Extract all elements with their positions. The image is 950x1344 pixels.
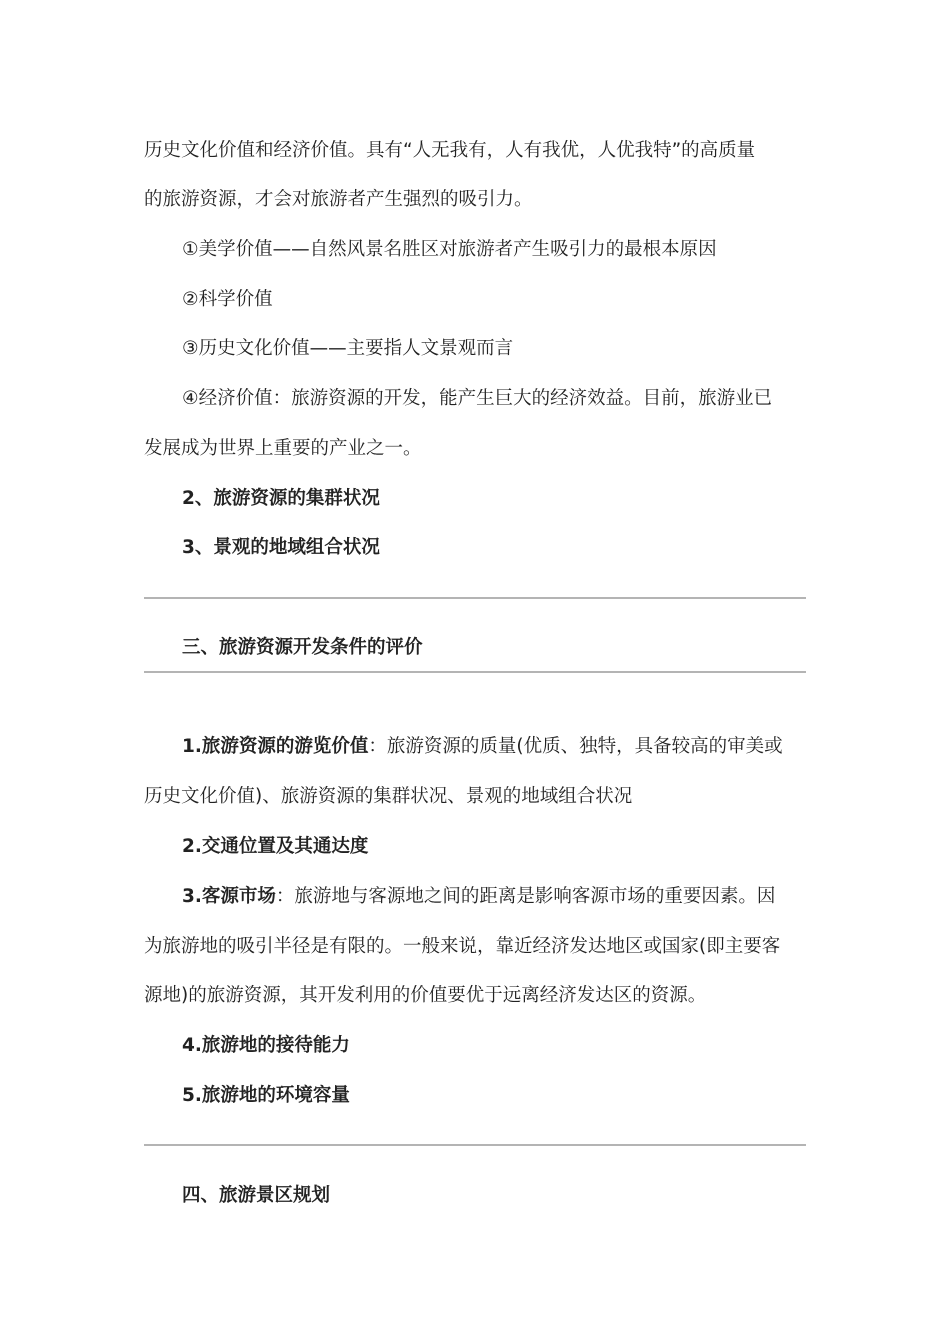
item-1-line-2: 历史文化价值)、旅游资源的集群状况、景观的地域组合状况 [144,786,633,807]
value-economic-line-2: 发展成为世界上重要的产业之一。 [144,438,422,459]
section-4-heading: 四、旅游景区规划 [182,1185,331,1206]
item-3-line-3: 源地)的旅游资源，其开发利用的价值要优于远离经济发达区的资源。 [144,985,707,1006]
item-1-text: ：旅游资源的质量(优质、独特，具备较高的审美或 [368,736,783,757]
point-cluster-status: 2、旅游资源的集群状况 [182,488,380,509]
value-scientific: ②科学价值 [182,289,273,310]
item-3-text: ：旅游地与客源地之间的距离是影响客源市场的重要因素。因 [275,886,776,907]
section-3-heading: 三、旅游资源开发条件的评价 [182,637,423,658]
item-3-line-1 [182,884,806,910]
intro-line-2: 的旅游资源，才会对旅游者产生强烈的吸引力。 [144,189,533,210]
intro-line-1: 历史文化价值和经济价值。具有“人无我有，人有我优，人优我特”的高质量 [144,140,756,161]
item-1-label: 1.旅游资源的游览价值 [182,736,369,757]
item-2-transport: 2.交通位置及其通达度 [182,836,369,857]
item-5-capacity: 5.旅游地的环境容量 [182,1085,350,1106]
item-1-line-1 [182,734,806,760]
section-divider [144,671,806,673]
item-3-label: 3.客源市场 [182,886,276,907]
point-regional-combination: 3、景观的地域组合状况 [182,537,380,558]
value-aesthetic: ①美学价值——自然风景名胜区对旅游者产生吸引力的最根本原因 [182,239,717,260]
value-historical: ③历史文化价值——主要指人文景观而言 [182,338,514,359]
item-4-reception: 4.旅游地的接待能力 [182,1035,350,1056]
value-economic-line-1: ④经济价值：旅游资源的开发，能产生巨大的经济效益。目前，旅游业已 [182,388,773,409]
section-divider [144,1144,806,1146]
item-3-line-2: 为旅游地的吸引半径是有限的。一般来说，靠近经济发达地区或国家(即主要客 [144,936,781,957]
section-divider [144,597,806,599]
